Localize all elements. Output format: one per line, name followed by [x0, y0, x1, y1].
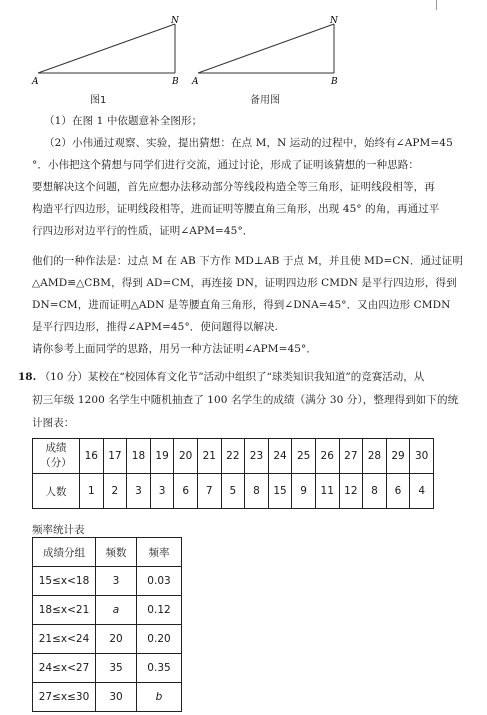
fig1-segment-AN — [38, 24, 175, 73]
text-line: 是平行四边形，推得∠APM=45°．使问题得以解决. — [32, 321, 279, 333]
count-cell: 1 — [80, 474, 104, 509]
score-cell: 25 — [292, 439, 316, 474]
question-18-line3: 计图表： — [32, 417, 75, 429]
score-header-label: 成绩 — [45, 442, 67, 454]
freq-rate-cell: 0.12 — [137, 596, 182, 625]
score-cell: 21 — [197, 439, 221, 474]
freq-group-cell: 27≤x≤30 — [33, 683, 96, 712]
count-cell: 9 — [292, 474, 316, 509]
count-cell: 3 — [150, 474, 174, 509]
count-cell: 8 — [363, 474, 387, 509]
freq-group-cell: 18≤x<21 — [33, 596, 96, 625]
freq-group-cell: 21≤x<24 — [33, 625, 96, 654]
text-line: 他们的一种作法是：过点 M 在 AB 下方作 MD⊥AB 于点 M，并且使 MD=CN．通过证明 — [32, 255, 463, 267]
table-row — [33, 474, 434, 509]
score-cell: 19 — [150, 439, 174, 474]
count-cell: 7 — [197, 474, 221, 509]
text-line: （2）小伟通过观察、实验，提出猜想：在点 M，N 运动的过程中，始终有∠APM=45 — [44, 137, 453, 149]
score-cell: 20 — [174, 439, 198, 474]
freq-rate-cell: 0.03 — [137, 567, 182, 596]
count-cell: 4 — [410, 474, 434, 509]
freq-count-cell: 3 — [96, 567, 137, 596]
freq-group-cell: 15≤x<18 — [33, 567, 96, 596]
count-cell: 5 — [221, 474, 245, 509]
fig2-label-A: A — [192, 77, 199, 87]
table-row — [33, 567, 182, 596]
fig1-label-A: A — [32, 77, 39, 87]
text-line: 行四边形对边平行的性质，证明∠APM=45°． — [32, 225, 254, 237]
fig2-label-N: N — [330, 16, 338, 26]
text-line: 请你参考上面同学的思路，用另一种方法证明∠APM=45°． — [32, 343, 318, 355]
fig1-caption: 图1 — [90, 95, 107, 106]
score-cell: 22 — [221, 439, 245, 474]
text-line: DN=CM，进而证明△ADN 是等腰直角三角形，得到∠DNA=45°．又由四边形 CMDN — [32, 299, 451, 311]
count-cell: 3 — [127, 474, 151, 509]
text-line: °．小伟把这个猜想与同学们进行交流，通过讨论，形成了证明该猜想的一种思路： — [32, 159, 419, 171]
score-count-table — [32, 438, 434, 509]
table-row — [33, 654, 182, 683]
fig1-label-B: B — [172, 77, 179, 87]
score-cell: 24 — [268, 439, 292, 474]
count-cell: 8 — [245, 474, 269, 509]
text-line: （1）在图 1 中依题意补全图形； — [44, 115, 203, 127]
frequency-table — [32, 537, 182, 712]
fig2-caption: 备用图 — [250, 95, 280, 106]
score-header-unit: （分） — [40, 457, 72, 469]
score-cell: 23 — [245, 439, 269, 474]
freq-rate-cell: 0.35 — [137, 654, 182, 683]
table-row — [33, 439, 434, 474]
freq-header-cell: 成绩分组 — [33, 538, 96, 567]
table-row — [33, 538, 182, 567]
question-18-text: （10 分）某校在“校园体育文化节”活动中组织了“球类知识我知道”的竞赛活动，从 — [39, 371, 425, 383]
text-line: △AMD≌△CBM，得到 AD=CM，再连接 DN，证明四边形 CMDN 是平行四边形，得到 — [32, 277, 457, 289]
count-cell: 11 — [315, 474, 339, 509]
question-number: 18. — [18, 371, 37, 383]
count-cell: 6 — [174, 474, 198, 509]
score-header-cell — [33, 439, 80, 474]
count-cell: 6 — [386, 474, 410, 509]
table-row — [33, 683, 182, 712]
freq-header-cell: 频率 — [137, 538, 182, 567]
count-header-cell: 人数 — [33, 474, 80, 509]
freq-group-cell: 24≤x<27 — [33, 654, 96, 683]
geometry-figures — [20, 10, 350, 110]
score-cell: 27 — [339, 439, 363, 474]
score-cell: 30 — [410, 439, 434, 474]
question-18-line1 — [18, 366, 476, 388]
score-cell: 17 — [103, 439, 127, 474]
freq-rate-cell: b — [137, 683, 182, 712]
fig2-segment-AN — [198, 24, 334, 73]
fig1-label-N: N — [171, 16, 179, 26]
score-cell: 18 — [127, 439, 151, 474]
table-row — [33, 596, 182, 625]
question-18-line2: 初三年级 1200 名学生中随机抽查了 100 名学生的成绩（满分 30 分），整理得到如下的统 — [32, 394, 459, 406]
score-cell: 28 — [363, 439, 387, 474]
count-cell: 15 — [268, 474, 292, 509]
text-line: 构造平行四边形，证明线段相等，进而证明等腰直角三角形，出现 45° 的角，再通过平 — [32, 203, 440, 215]
count-cell: 2 — [103, 474, 127, 509]
freq-header-cell: 频数 — [96, 538, 137, 567]
score-cell: 26 — [315, 439, 339, 474]
freq-count-cell: 35 — [96, 654, 137, 683]
table-row — [33, 625, 182, 654]
score-cell: 16 — [80, 439, 104, 474]
fig2-label-B: B — [331, 77, 338, 87]
freq-rate-cell: 0.20 — [137, 625, 182, 654]
freq-table-title: 频率统计表 — [32, 524, 85, 536]
page-corner-mark — [436, 0, 449, 10]
text-line: 要想解决这个问题，首先应想办法移动部分等线段构造全等三角形，证明线段相等，再 — [32, 181, 435, 193]
freq-count-cell: 20 — [96, 625, 137, 654]
freq-count-cell: 30 — [96, 683, 137, 712]
count-cell: 12 — [339, 474, 363, 509]
score-cell: 29 — [386, 439, 410, 474]
freq-count-cell: a — [96, 596, 137, 625]
